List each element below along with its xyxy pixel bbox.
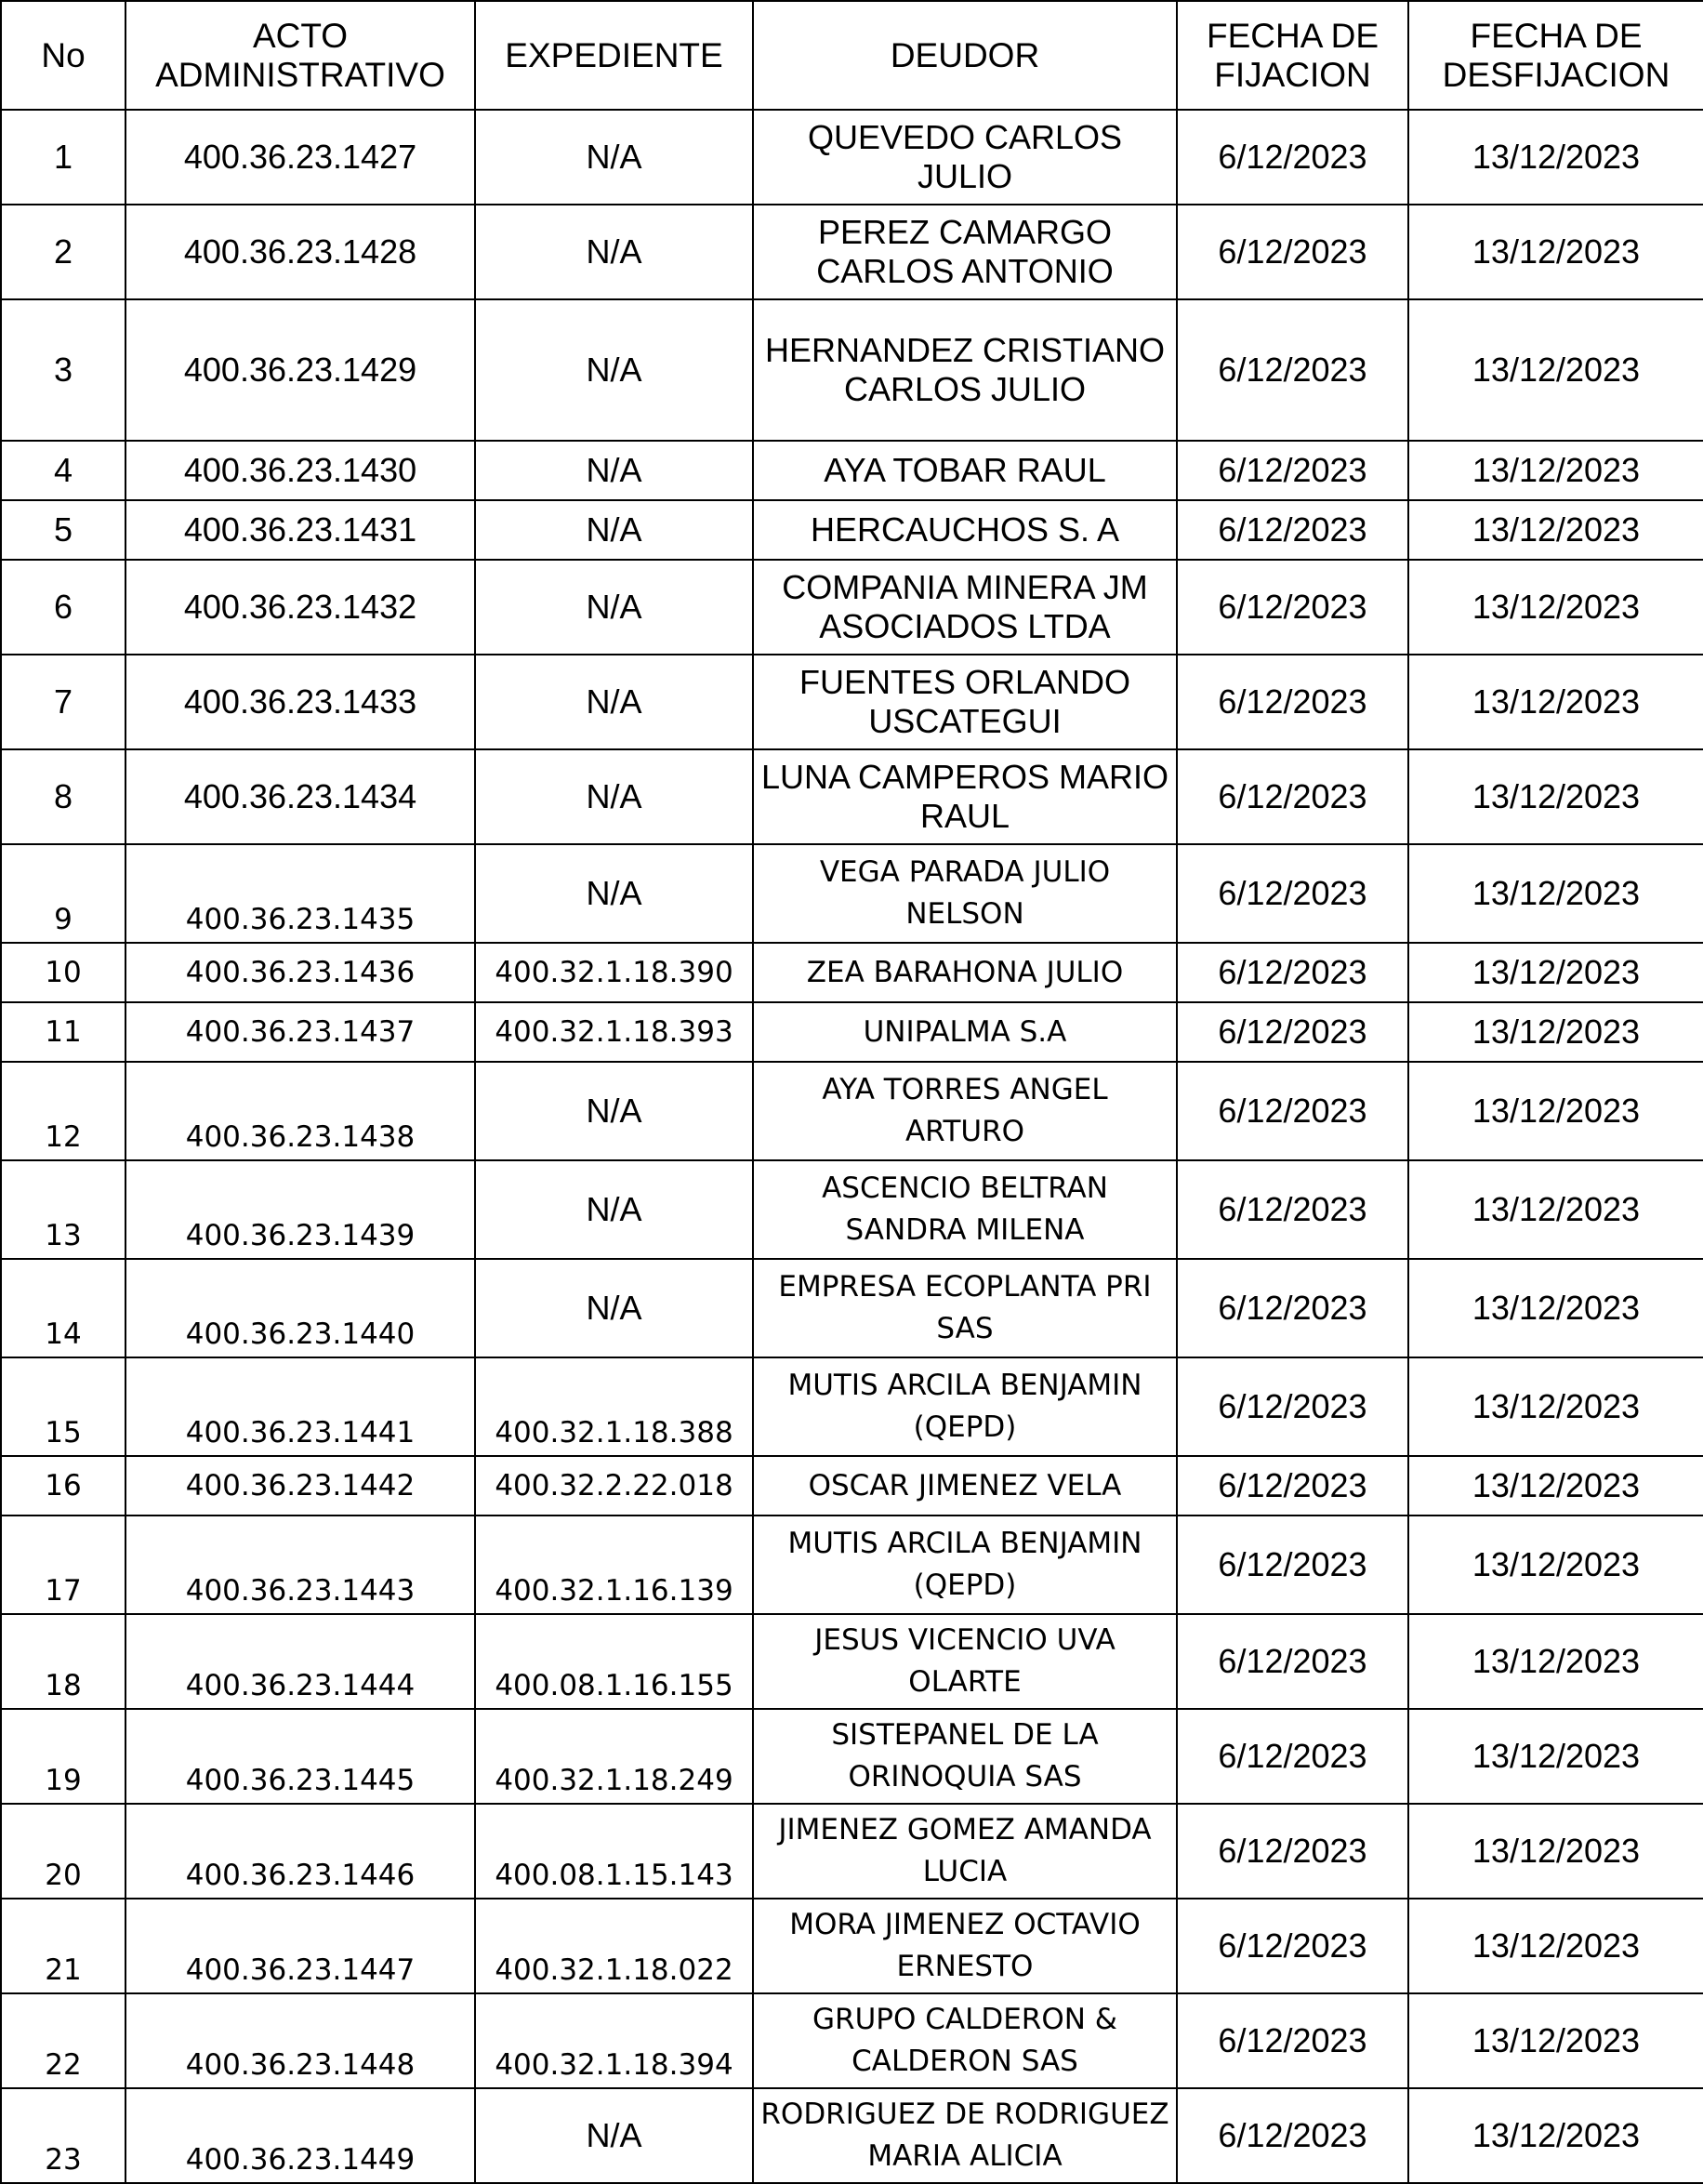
cell-expediente: 400.08.1.15.143	[475, 1804, 753, 1899]
cell-deudor: COMPANIA MINERA JM ASOCIADOS LTDA	[753, 560, 1177, 655]
cell-fecha-fijacion: 6/12/2023	[1177, 1516, 1408, 1614]
cell-no: 17	[1, 1516, 125, 1614]
cell-fecha-desfijacion: 13/12/2023	[1408, 1804, 1703, 1899]
cell-expediente: N/A	[475, 205, 753, 299]
cell-no: 9	[1, 844, 125, 943]
table-row	[1, 1993, 1703, 2088]
cell-no: 13	[1, 1160, 125, 1259]
cell-deudor: HERNANDEZ CRISTIANO CARLOS JULIO	[753, 299, 1177, 441]
cell-expediente: N/A	[475, 299, 753, 441]
table-row	[1, 1002, 1703, 1062]
cell-acto-administrativo: 400.36.23.1442	[125, 1456, 475, 1516]
table-row	[1, 1804, 1703, 1899]
cell-fecha-desfijacion: 13/12/2023	[1408, 110, 1703, 205]
cell-deudor: GRUPO CALDERON & CALDERON SAS	[753, 1993, 1177, 2088]
cell-expediente: 400.32.1.18.388	[475, 1357, 753, 1456]
cell-expediente: N/A	[475, 560, 753, 655]
cell-expediente: 400.32.1.18.393	[475, 1002, 753, 1062]
header-fecha-fijacion: FECHA DE FIJACION	[1177, 1, 1408, 110]
cell-fecha-desfijacion: 13/12/2023	[1408, 943, 1703, 1002]
table-row	[1, 1160, 1703, 1259]
cell-deudor: ZEA BARAHONA JULIO	[753, 943, 1177, 1002]
cell-fecha-fijacion: 6/12/2023	[1177, 299, 1408, 441]
cell-no: 4	[1, 441, 125, 500]
cell-fecha-fijacion: 6/12/2023	[1177, 560, 1408, 655]
cell-fecha-desfijacion: 13/12/2023	[1408, 1614, 1703, 1709]
cell-acto-administrativo: 400.36.23.1429	[125, 299, 475, 441]
cell-no: 22	[1, 1993, 125, 2088]
cell-fecha-fijacion: 6/12/2023	[1177, 500, 1408, 560]
table-row	[1, 560, 1703, 655]
cell-fecha-fijacion: 6/12/2023	[1177, 1002, 1408, 1062]
cell-acto-administrativo: 400.36.23.1438	[125, 1062, 475, 1160]
cell-deudor: MORA JIMENEZ OCTAVIO ERNESTO	[753, 1899, 1177, 1993]
cell-deudor: PEREZ CAMARGO CARLOS ANTONIO	[753, 205, 1177, 299]
cell-expediente: N/A	[475, 500, 753, 560]
cell-expediente: 400.32.1.16.139	[475, 1516, 753, 1614]
cell-deudor: VEGA PARADA JULIO NELSON	[753, 844, 1177, 943]
header-fecha-desfijacion: FECHA DE DESFIJACION	[1408, 1, 1703, 110]
cell-expediente: N/A	[475, 441, 753, 500]
table-row	[1, 441, 1703, 500]
cell-fecha-desfijacion: 13/12/2023	[1408, 1456, 1703, 1516]
cell-fecha-desfijacion: 13/12/2023	[1408, 299, 1703, 441]
cell-no: 10	[1, 943, 125, 1002]
cell-deudor: AYA TOBAR RAUL	[753, 441, 1177, 500]
cell-acto-administrativo: 400.36.23.1448	[125, 1993, 475, 2088]
cell-fecha-desfijacion: 13/12/2023	[1408, 1259, 1703, 1357]
cell-no: 15	[1, 1357, 125, 1456]
cell-fecha-desfijacion: 13/12/2023	[1408, 205, 1703, 299]
cell-deudor: EMPRESA ECOPLANTA PRI SAS	[753, 1259, 1177, 1357]
cell-acto-administrativo: 400.36.23.1440	[125, 1259, 475, 1357]
cell-no: 7	[1, 655, 125, 749]
cell-fecha-desfijacion: 13/12/2023	[1408, 1709, 1703, 1804]
cell-no: 1	[1, 110, 125, 205]
table-row	[1, 655, 1703, 749]
cell-expediente: N/A	[475, 1160, 753, 1259]
header-expediente: EXPEDIENTE	[475, 1, 753, 110]
cell-deudor: LUNA CAMPEROS MARIO RAUL	[753, 749, 1177, 844]
cell-acto-administrativo: 400.36.23.1431	[125, 500, 475, 560]
cell-acto-administrativo: 400.36.23.1436	[125, 943, 475, 1002]
cell-acto-administrativo: 400.36.23.1445	[125, 1709, 475, 1804]
cell-deudor: MUTIS ARCILA BENJAMIN (QEPD)	[753, 1357, 1177, 1456]
cell-fecha-desfijacion: 13/12/2023	[1408, 1993, 1703, 2088]
cell-acto-administrativo: 400.36.23.1432	[125, 560, 475, 655]
cell-no: 14	[1, 1259, 125, 1357]
header-deudor: DEUDOR	[753, 1, 1177, 110]
table-row	[1, 110, 1703, 205]
cell-deudor: RODRIGUEZ DE RODRIGUEZ MARIA ALICIA	[753, 2088, 1177, 2183]
cell-fecha-fijacion: 6/12/2023	[1177, 1456, 1408, 1516]
cell-deudor: AYA TORRES ANGEL ARTURO	[753, 1062, 1177, 1160]
cell-expediente: 400.32.1.18.249	[475, 1709, 753, 1804]
cell-no: 23	[1, 2088, 125, 2183]
cell-deudor: UNIPALMA S.A	[753, 1002, 1177, 1062]
cell-expediente: 400.08.1.16.155	[475, 1614, 753, 1709]
cell-expediente: N/A	[475, 1062, 753, 1160]
cell-expediente: N/A	[475, 1259, 753, 1357]
table-row	[1, 299, 1703, 441]
cell-no: 12	[1, 1062, 125, 1160]
cell-no: 6	[1, 560, 125, 655]
cell-deudor: JIMENEZ GOMEZ AMANDA LUCIA	[753, 1804, 1177, 1899]
cell-fecha-fijacion: 6/12/2023	[1177, 110, 1408, 205]
cell-fecha-fijacion: 6/12/2023	[1177, 441, 1408, 500]
table-row	[1, 1062, 1703, 1160]
cell-no: 21	[1, 1899, 125, 1993]
cell-fecha-desfijacion: 13/12/2023	[1408, 749, 1703, 844]
cell-acto-administrativo: 400.36.23.1435	[125, 844, 475, 943]
cell-fecha-fijacion: 6/12/2023	[1177, 1614, 1408, 1709]
cell-fecha-desfijacion: 13/12/2023	[1408, 655, 1703, 749]
cell-deudor: SISTEPANEL DE LA ORINOQUIA SAS	[753, 1709, 1177, 1804]
table-row	[1, 1614, 1703, 1709]
cell-fecha-desfijacion: 13/12/2023	[1408, 1062, 1703, 1160]
table-row	[1, 1456, 1703, 1516]
cell-fecha-fijacion: 6/12/2023	[1177, 1899, 1408, 1993]
cell-acto-administrativo: 400.36.23.1441	[125, 1357, 475, 1456]
cell-no: 18	[1, 1614, 125, 1709]
table-row	[1, 749, 1703, 844]
table-row	[1, 844, 1703, 943]
cell-deudor: FUENTES ORLANDO USCATEGUI	[753, 655, 1177, 749]
cell-fecha-desfijacion: 13/12/2023	[1408, 560, 1703, 655]
cell-acto-administrativo: 400.36.23.1434	[125, 749, 475, 844]
cell-fecha-fijacion: 6/12/2023	[1177, 1062, 1408, 1160]
cell-acto-administrativo: 400.36.23.1430	[125, 441, 475, 500]
table-row	[1, 943, 1703, 1002]
cell-fecha-desfijacion: 13/12/2023	[1408, 1160, 1703, 1259]
cell-fecha-fijacion: 6/12/2023	[1177, 1993, 1408, 2088]
cell-expediente: N/A	[475, 749, 753, 844]
cell-acto-administrativo: 400.36.23.1443	[125, 1516, 475, 1614]
cell-expediente: N/A	[475, 655, 753, 749]
cell-deudor: MUTIS ARCILA BENJAMIN (QEPD)	[753, 1516, 1177, 1614]
cell-no: 8	[1, 749, 125, 844]
cell-acto-administrativo: 400.36.23.1437	[125, 1002, 475, 1062]
table-row	[1, 1709, 1703, 1804]
cell-fecha-fijacion: 6/12/2023	[1177, 2088, 1408, 2183]
cell-fecha-desfijacion: 13/12/2023	[1408, 1516, 1703, 1614]
cell-fecha-fijacion: 6/12/2023	[1177, 749, 1408, 844]
table-row	[1, 1259, 1703, 1357]
cell-acto-administrativo: 400.36.23.1449	[125, 2088, 475, 2183]
cell-no: 2	[1, 205, 125, 299]
header-no: No	[1, 1, 125, 110]
cell-no: 11	[1, 1002, 125, 1062]
table-row	[1, 205, 1703, 299]
cell-acto-administrativo: 400.36.23.1428	[125, 205, 475, 299]
cell-expediente: N/A	[475, 2088, 753, 2183]
cell-no: 19	[1, 1709, 125, 1804]
cell-fecha-desfijacion: 13/12/2023	[1408, 844, 1703, 943]
header-row	[1, 1, 1703, 110]
cell-fecha-desfijacion: 13/12/2023	[1408, 500, 1703, 560]
cell-acto-administrativo: 400.36.23.1433	[125, 655, 475, 749]
cell-fecha-desfijacion: 13/12/2023	[1408, 1002, 1703, 1062]
cell-fecha-fijacion: 6/12/2023	[1177, 943, 1408, 1002]
cell-expediente: 400.32.1.18.022	[475, 1899, 753, 1993]
table-row	[1, 2088, 1703, 2183]
table-row	[1, 500, 1703, 560]
cell-expediente: 400.32.2.22.018	[475, 1456, 753, 1516]
cell-acto-administrativo: 400.36.23.1444	[125, 1614, 475, 1709]
cell-expediente: N/A	[475, 844, 753, 943]
cell-fecha-desfijacion: 13/12/2023	[1408, 1357, 1703, 1456]
cell-fecha-fijacion: 6/12/2023	[1177, 1357, 1408, 1456]
cell-fecha-desfijacion: 13/12/2023	[1408, 441, 1703, 500]
header-acto-administrativo: ACTO ADMINISTRATIVO	[125, 1, 475, 110]
cell-fecha-desfijacion: 13/12/2023	[1408, 2088, 1703, 2183]
cell-deudor: HERCAUCHOS S. A	[753, 500, 1177, 560]
cell-fecha-fijacion: 6/12/2023	[1177, 1160, 1408, 1259]
cell-expediente: 400.32.1.18.394	[475, 1993, 753, 2088]
cell-no: 20	[1, 1804, 125, 1899]
cell-acto-administrativo: 400.36.23.1446	[125, 1804, 475, 1899]
cell-fecha-fijacion: 6/12/2023	[1177, 655, 1408, 749]
cell-no: 5	[1, 500, 125, 560]
cell-no: 16	[1, 1456, 125, 1516]
cell-fecha-fijacion: 6/12/2023	[1177, 1804, 1408, 1899]
table-row	[1, 1516, 1703, 1614]
cell-deudor: ASCENCIO BELTRAN SANDRA MILENA	[753, 1160, 1177, 1259]
cell-fecha-desfijacion: 13/12/2023	[1408, 1899, 1703, 1993]
table-row	[1, 1899, 1703, 1993]
cell-fecha-fijacion: 6/12/2023	[1177, 205, 1408, 299]
cell-acto-administrativo: 400.36.23.1427	[125, 110, 475, 205]
cell-deudor: QUEVEDO CARLOS JULIO	[753, 110, 1177, 205]
cell-acto-administrativo: 400.36.23.1439	[125, 1160, 475, 1259]
cell-expediente: N/A	[475, 110, 753, 205]
cell-fecha-fijacion: 6/12/2023	[1177, 844, 1408, 943]
table-row	[1, 1357, 1703, 1456]
cell-deudor: JESUS VICENCIO UVA OLARTE	[753, 1614, 1177, 1709]
cell-fecha-fijacion: 6/12/2023	[1177, 1709, 1408, 1804]
cell-deudor: OSCAR JIMENEZ VELA	[753, 1456, 1177, 1516]
cell-no: 3	[1, 299, 125, 441]
cell-expediente: 400.32.1.18.390	[475, 943, 753, 1002]
cell-acto-administrativo: 400.36.23.1447	[125, 1899, 475, 1993]
cell-fecha-fijacion: 6/12/2023	[1177, 1259, 1408, 1357]
